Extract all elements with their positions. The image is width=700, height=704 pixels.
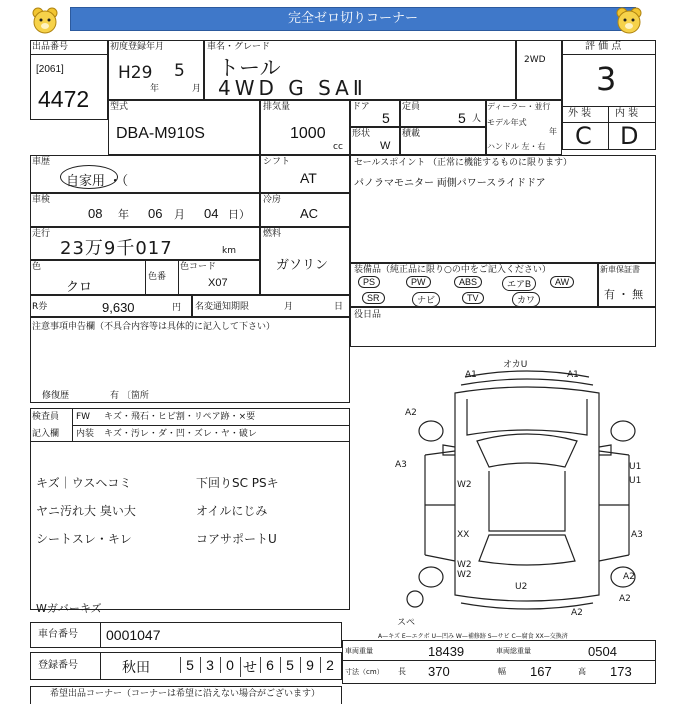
shape-value: W	[380, 140, 391, 152]
mileage-label: 走行	[32, 229, 51, 239]
reg-year-unit: 年	[150, 84, 160, 94]
doors-label: ドア	[352, 102, 370, 112]
width-value: 167	[530, 664, 552, 679]
inspection-year: 08	[88, 206, 103, 221]
type-label: 型式	[110, 102, 129, 112]
owner-value: 自家用 ・（	[66, 173, 129, 188]
plate-digit: せ	[240, 657, 259, 677]
plate-digit: 0	[220, 657, 239, 673]
int-label: 内 装	[615, 108, 639, 119]
ac-label: 冷房	[263, 195, 282, 205]
color-value: クロ	[66, 279, 93, 294]
attention-label: 注意事項申告欄（不具合内容等は具体的に記入して下さい）	[32, 322, 276, 332]
note-3b: コアサポートU	[196, 532, 277, 546]
inspection-month: 06	[148, 206, 163, 221]
inspection-month-unit: 月	[174, 208, 185, 221]
fuel-label: 燃料	[263, 229, 282, 239]
interior-items: キズ・汚レ・ダ・凹・ズレ・ヤ・破レ	[104, 429, 257, 439]
lot-label: 出品番号	[32, 42, 69, 52]
size-label: 寸法（cm）	[345, 668, 384, 676]
lot-code: [2061]	[36, 64, 64, 75]
weight-label: 車両重量	[345, 647, 373, 655]
damage-mark: A2	[623, 572, 635, 582]
damage-mark: スペ	[397, 618, 416, 625]
ext-label: 外 装	[568, 108, 592, 119]
name-change-label: 名変通知期限	[195, 302, 250, 312]
ext-grade: C	[575, 122, 592, 150]
damage-mark: A2	[619, 594, 631, 604]
capacity-value: 5	[458, 110, 466, 126]
score-label: 評 価 点	[585, 41, 622, 52]
mascot-bear-right-icon	[614, 5, 644, 35]
damage-mark: U1	[629, 462, 642, 472]
warranty-label: 新車保証書	[600, 265, 640, 274]
repair-history-value: 有 〔箇所	[110, 391, 149, 401]
footer-label: 希望出品コーナー（コーナーは希望に沿えない場合がございます）	[50, 689, 321, 699]
damage-mark: W2	[457, 480, 472, 490]
damage-mark: A2	[571, 608, 583, 618]
equipment-item: SR	[362, 292, 385, 304]
entry-col-label: 記入欄	[32, 429, 60, 439]
inspection-year-unit: 年	[118, 208, 129, 221]
name-change-day: 日	[334, 302, 344, 312]
displacement-label: 排気量	[263, 102, 291, 112]
plate-digit: 5	[280, 657, 299, 673]
equipment-item: PW	[406, 276, 431, 288]
year-mark: 年	[549, 127, 557, 136]
loading-label: 積載	[402, 129, 421, 139]
note-3a: シートスレ・キレ	[36, 532, 132, 546]
vehicle-damage-diagram	[395, 355, 660, 625]
length-label: 長	[398, 667, 406, 676]
total-weight-label: 車両総重量	[496, 647, 531, 655]
inspection-box	[30, 193, 260, 227]
name-change-month: 月	[284, 302, 294, 312]
reg-era: H29	[118, 63, 153, 83]
plate-digit: 6	[260, 657, 279, 673]
mileage-value: 23万9千017	[60, 238, 173, 259]
color-code-value: X07	[208, 277, 228, 289]
equipment-item: ナビ	[412, 292, 440, 307]
shift-value: AT	[300, 170, 317, 186]
selling-points-label: セールスポイント （正常に機能するものに限ります）	[354, 158, 573, 168]
selling-points-box	[350, 155, 656, 263]
notes-box	[30, 442, 350, 610]
fw-label: FW	[76, 412, 91, 422]
interior-label: 内装	[76, 429, 95, 439]
drive-box	[516, 40, 562, 100]
meter-code: 0504	[588, 644, 617, 659]
inspection-label: 車検	[32, 195, 51, 205]
plate-digit: 3	[200, 657, 219, 673]
damage-mark: A3	[395, 460, 407, 470]
score-value: 3	[596, 60, 617, 98]
equipment-item: PS	[358, 276, 380, 288]
recycle-label: R券	[32, 302, 48, 312]
mascot-bear-left-icon	[30, 5, 60, 35]
color-code-label: 色コード	[180, 262, 217, 272]
chassis-value: 0001047	[106, 627, 161, 643]
damage-mark: U2	[515, 582, 528, 592]
damage-mark: A1	[567, 370, 579, 380]
grade: 4WD G SAⅡ	[218, 76, 367, 100]
color-label: 色	[32, 262, 42, 272]
length-value: 370	[428, 664, 450, 679]
repair-history-label: 修復歴	[42, 391, 70, 401]
damage-mark: A2	[405, 408, 417, 418]
damage-legend: A—キズ E—エクボ U—凹み W—補修跡 S—サビ C—腐食 XX—交換済	[378, 633, 568, 640]
displacement-value: 1000	[290, 125, 326, 142]
height-value: 173	[610, 664, 632, 679]
role-label: 役日品	[354, 310, 382, 320]
handle-label: ハンドル 左・右	[487, 142, 546, 151]
owner-circle	[60, 165, 118, 189]
reg-month-unit: 月	[192, 84, 202, 94]
doors-value: 5	[382, 110, 390, 126]
equipment-item: AW	[550, 276, 574, 288]
damage-mark: オカU	[503, 360, 528, 370]
km-unit: km	[222, 246, 236, 256]
equipment-item: カワ	[512, 292, 540, 307]
capacity-label: 定員	[402, 102, 421, 112]
first-reg-label: 初度登録年月	[110, 42, 165, 52]
damage-mark: A1	[465, 370, 477, 380]
drive-2wd: 2WD	[524, 55, 546, 65]
inspection-day: 04	[204, 206, 219, 221]
note-1b: 下回りSC PSキ	[196, 476, 279, 490]
inspector-label: 検査員	[32, 412, 60, 422]
chassis-label: 車台番号	[38, 629, 78, 640]
equipment-item: ABS	[454, 276, 482, 288]
yen-unit: 円	[172, 303, 182, 313]
corner-banner: 完全ゼロ切りコーナー	[70, 7, 636, 31]
role-box	[350, 307, 656, 347]
type-value: DBA-M910S	[116, 125, 205, 142]
note-2a: ヤニ汚れ大 臭い大	[36, 504, 136, 518]
width-label: 幅	[498, 667, 506, 676]
selling-points-value: パノラマモニター 両側パワースライドドア	[354, 178, 546, 189]
note-4: Wガバーキズ	[36, 602, 102, 615]
color-no-label: 色番	[148, 272, 167, 282]
model-name: トール	[218, 56, 281, 80]
meter-total: 18439	[428, 644, 465, 659]
lot-number: 4472	[38, 86, 90, 112]
model-grade-label: 車名・グレード	[207, 42, 271, 52]
height-label: 高	[578, 667, 586, 676]
dealer-label: ディーラー・並行	[487, 102, 551, 111]
ac-value: AC	[300, 206, 319, 221]
note-1a: キズ｜ウスヘコミ	[36, 476, 132, 490]
plate-digit: 9	[300, 657, 319, 673]
reg-month: 5	[174, 61, 185, 81]
damage-mark: W2	[457, 560, 472, 570]
equipment-item: TV	[462, 292, 484, 304]
shift-label: シフト	[263, 157, 291, 167]
persons-unit: 人	[472, 114, 482, 124]
equipment-item: エアB	[502, 276, 536, 291]
fw-items: キズ・飛石・ヒビ割・リペア跡・×要	[104, 412, 256, 422]
damage-mark: U1	[629, 476, 642, 486]
model-year-label: モデル年式	[487, 118, 527, 127]
note-2b: オイルにじみ	[196, 504, 268, 518]
plate-city: 秋田	[122, 659, 150, 675]
fuel-value: ガソリン	[276, 257, 329, 272]
inspection-day-unit: 日）	[228, 208, 250, 221]
damage-mark: W2	[457, 570, 472, 580]
equipment-label: 装備品（純正品に限り○の中をご記入ください）	[354, 265, 551, 275]
damage-mark: XX	[457, 530, 470, 540]
owner-label: 車歴	[32, 157, 51, 167]
int-grade: D	[620, 122, 639, 150]
recycle-value: 9,630	[102, 300, 135, 315]
plate-label: 登録番号	[38, 660, 78, 671]
cc-unit: cc	[333, 142, 343, 152]
damage-mark: A3	[631, 530, 643, 540]
shape-label: 形状	[352, 129, 371, 139]
plate-digit: 5	[180, 657, 199, 673]
plate-digit: 2	[320, 657, 339, 673]
warranty-value: 有 ・ 無	[604, 289, 644, 301]
